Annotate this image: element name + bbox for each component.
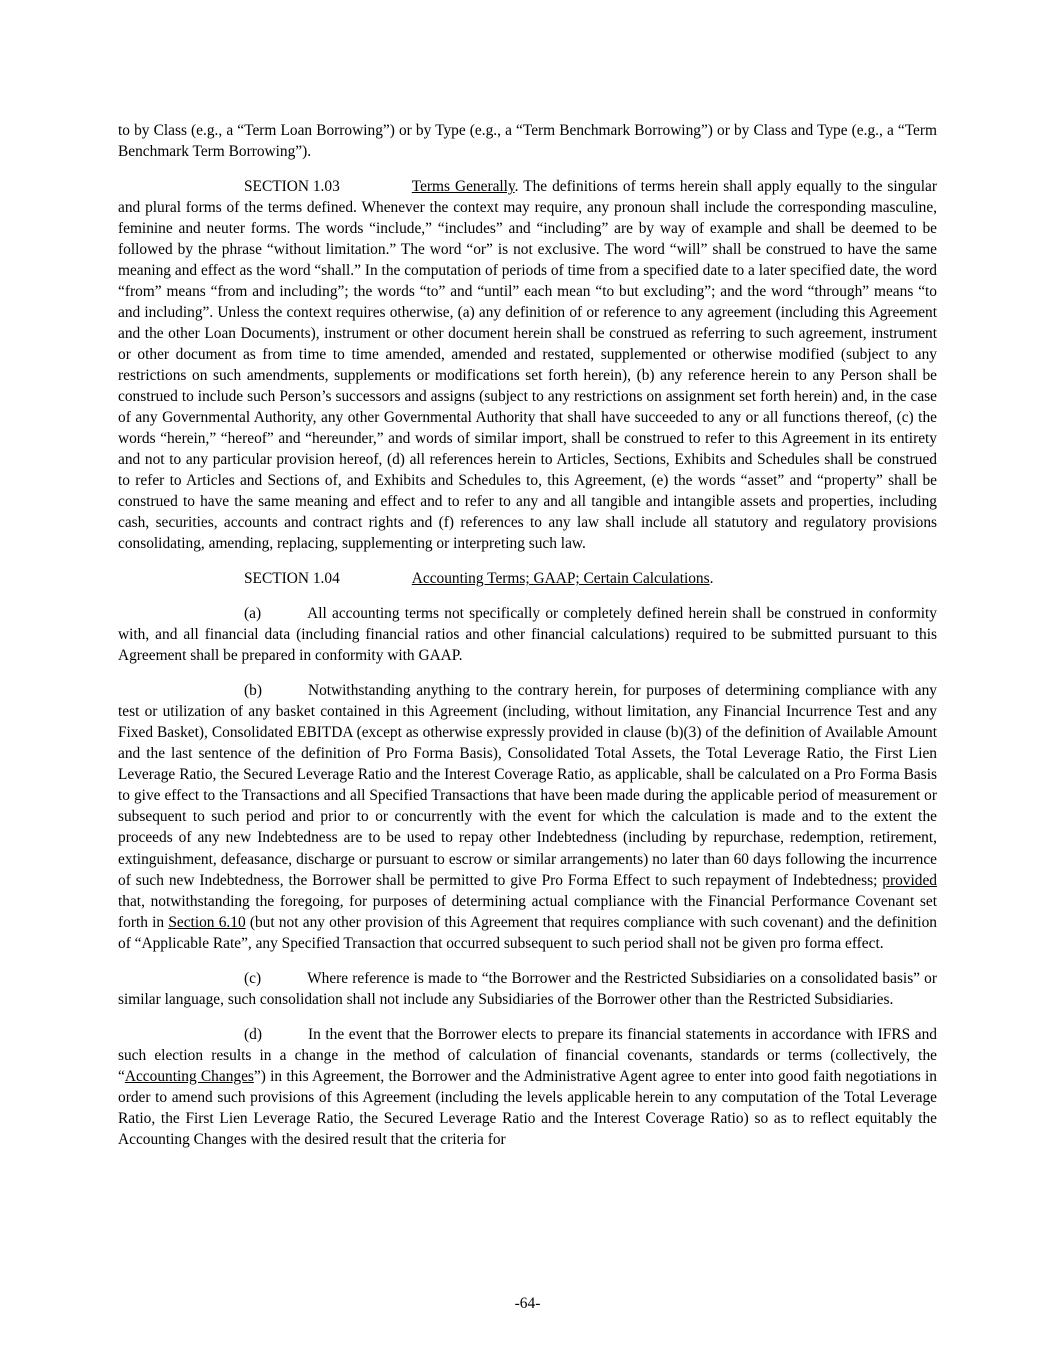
clause-d-text-1: In the event that the Borrower elects to prepare its financial statements in accordance with IFRS and such election results in a change in the method of calculation of financial covenants, standards or terms (collectively, the “ bbox=[118, 1025, 937, 1085]
clause-b-text-1: Notwithstanding anything to the contrary herein, for purposes of determining compliance with any test or utilization of any basket contained in this Agreement (including, without limitation, any Financial Incurrence Test and any Fixed Basket), Consolidated EBITDA (except as otherwise expressly provided in clause (b)(3) of the definition of Available Amount and the last sentence of the definition of Pro Forma Basis), Consolidated Total Assets, the Total Leverage Ratio, the First Lien Leverage Ratio, the Secured Leverage Ratio and the Interest Coverage Ratio, as applicable, shall be calculated on a Pro Forma Basis to give effect to the Transactions and all Specified Transactions that have been made during the applicable period of measurement or subsequent to such period and prior to or concurrently with the event for which the calculation is made and to the extent the proceeds of any new Indebtedness are to be used to repay other Indebtedness (including by repurchase, redemption, retirement, extinguishment, defeasance, discharge or pursuant to escrow or similar arrangements) no later than 60 days following the incurrence of such new Indebtedness, the Borrower shall be permitted to give Pro Forma Effect to such repayment of Indebtedness; bbox=[118, 682, 937, 889]
section-1-03-heading: Terms Generally bbox=[411, 178, 515, 196]
section-1-04-number: SECTION 1.04 bbox=[244, 570, 340, 588]
clause-b-text-2: that, notwithstanding the foregoing, for purposes of determining actual compliance with the Financial Performance Covenant set forth in bbox=[118, 892, 937, 931]
clause-b-underline-section-610: Section 6.10 bbox=[168, 913, 246, 931]
section-1-03-paragraph bbox=[118, 176, 937, 554]
clause-b-paragraph bbox=[118, 680, 937, 953]
section-1-04-heading-suffix: . bbox=[709, 570, 714, 588]
clause-d-text-2: ”) in this Agreement, the Borrower and the Administrative Agent agree to enter into good faith negotiations in order to amend such provisions of this Agreement (including the levels applicable herein to any computation of the Total Leverage Ratio, the First Lien Leverage Ratio, the Secured Leverage Ratio and the Interest Coverage Ratio) so as to reflect equitably the Accounting Changes with the desired result that the criteria for bbox=[118, 1067, 938, 1148]
clause-b-underline-provided: provided bbox=[882, 871, 937, 889]
clause-a-text: All accounting terms not specifically or completely defined herein shall be construed in conformity with, and all financial data (including financial ratios and other financial calculations) required to be submitted pursuant to this Agreement shall be prepared in conformity with GAAP. bbox=[118, 605, 937, 665]
clause-b-label: (b) bbox=[244, 682, 262, 700]
clause-b-text-3: (but not any other provision of this Agreement that requires compliance with such covenant) and the definition of “Applicable Rate”, any Specified Transaction that occurred subsequent to such period shall not be given pro forma effect. bbox=[118, 913, 937, 952]
section-1-04-heading-paragraph bbox=[118, 568, 937, 589]
clause-a-label: (a) bbox=[244, 605, 262, 623]
clause-c-text: Where reference is made to “the Borrower and the Restricted Subsidiaries on a consolidated basis” or similar language, such consolidation shall not include any Subsidiaries of the Borrower other than the Restricted Subsidiaries. bbox=[118, 969, 937, 1008]
clause-d-paragraph bbox=[118, 1024, 937, 1150]
clause-d-underline-accounting-changes: Accounting Changes bbox=[124, 1067, 254, 1085]
clause-c-paragraph bbox=[118, 968, 937, 1010]
clause-d-label: (d) bbox=[244, 1025, 262, 1043]
section-1-04-heading: Accounting Terms; GAAP; Certain Calculations bbox=[411, 570, 710, 588]
page-number: -64- bbox=[514, 1295, 541, 1312]
section-1-03-body: . The definitions of terms herein shall apply equally to the singular and plural forms of the terms defined. Whenever the context may require, any pronoun shall include the corresponding masculine, feminine and neuter forms. The words “include,” “includes” and “including” are by way of example and shall be deemed to be followed by the phrase “without limitation.” The word “or” is not exclusive. The word “will” shall be construed to have the same meaning and effect as the word “shall.” In the computation of periods of time from a specified date to a later specified date, the word “from” means “from and including”; the words “to” and “until” each mean “to but excluding”; and the word “through” means “to and including”. Unless the context requires otherwise, (a) any definition of or reference to any agreement (including this Agreement and the other Loan Documents), instrument or other document herein shall be construed as referring to such agreement, instrument or other document as from time to time amended, amended and restated, supplemented or otherwise modified (subject to any restrictions on such amendments, supplements or modifications set forth herein), (b) any reference herein to any Person shall be construed to include such Person’s successors and assigns (subject to any restrictions on assignment set forth herein) and, in the case of any Governmental Authority, any other Governmental Authority that shall have succeeded to any or all functions thereof, (c) the words “herein,” “hereof” and “hereunder,” and words of similar import, shall be construed to refer to this Agreement in its entirety and not to any particular provision hereof, (d) all references herein to Articles, Sections, Exhibits and Schedules shall be construed to refer to Articles and Sections of, and Exhibits and Schedules to, this Agreement, (e) the words “asset” and “property” shall be construed to have the same meaning and effect and to refer to any and all tangible and intangible assets and properties, including cash, securities, accounts and contract rights and (f) references to any law shall include all statutory and regulatory provisions consolidating, amending, replacing, supplementing or interpreting such law. bbox=[118, 178, 937, 553]
clause-c-label: (c) bbox=[244, 969, 262, 987]
paragraph-intro: to by Class (e.g., a “Term Loan Borrowing”) or by Type (e.g., a “Term Benchmark Borrowing”) or by Class and Type (e.g., a “Term Benchmark Term Borrowing”). bbox=[118, 122, 937, 161]
clause-a-paragraph bbox=[118, 603, 937, 666]
section-1-03-number: SECTION 1.03 bbox=[244, 178, 340, 196]
